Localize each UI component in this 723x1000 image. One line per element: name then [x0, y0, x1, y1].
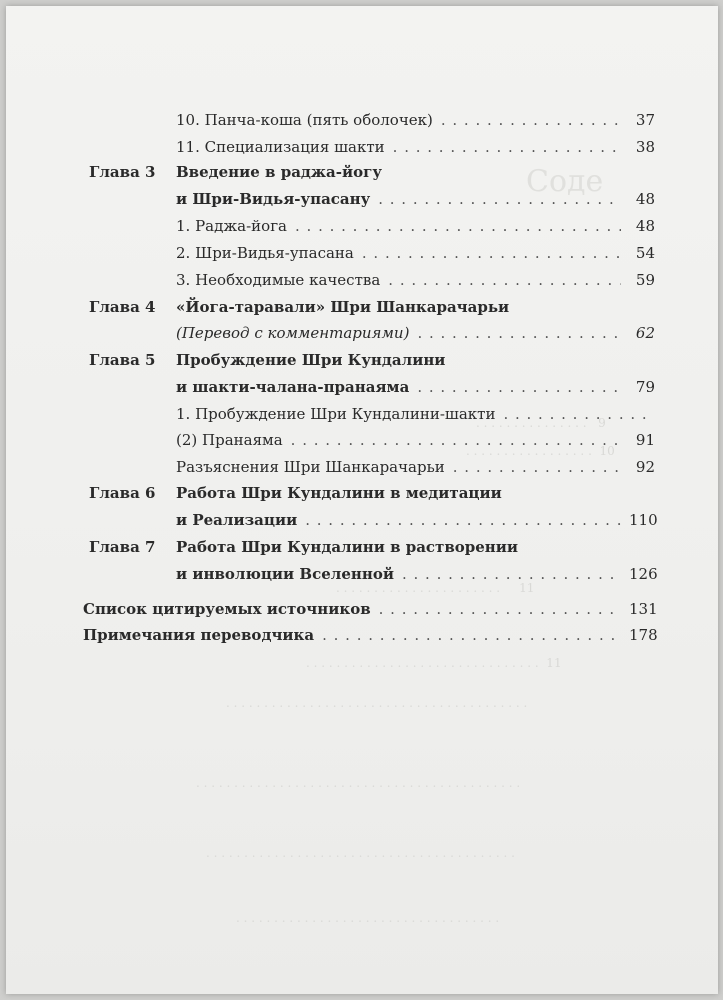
toc-entry-title: и шакти-чалана-пранаяма	[176, 378, 410, 396]
toc-entry-title: 3. Необходимые качества	[176, 271, 381, 289]
toc-row	[6, 214, 718, 238]
toc-entry[interactable]	[176, 508, 658, 532]
toc-entry[interactable]	[176, 562, 658, 586]
bleed-through-text: . . . . . . . . . . . . . . . 9	[476, 416, 606, 430]
toc-page-number: 126	[629, 565, 658, 583]
toc-entry-title: 1. Раджа-йога	[176, 217, 287, 235]
bleed-through-text: . . . . . . . . . . . . . . . . . . . . . . . . . . . . . . . . . . . . . . . .	[226, 696, 528, 710]
toc-entry-title: и Шри-Видья-упасану	[176, 190, 371, 208]
toc-row	[6, 481, 718, 505]
toc-row	[6, 135, 718, 159]
bleed-through-text: . . . . . . . . . . . . . . . . . . . . . . . . . . . . . . . 11	[306, 656, 562, 670]
toc-entry-title: Введение в раджа-йогу	[176, 163, 382, 181]
toc-row	[6, 295, 718, 319]
toc-entry-title: 11. Специализация шакти	[176, 138, 385, 156]
toc-entry-title: и Реализации	[176, 511, 298, 529]
toc-entry[interactable]	[176, 428, 655, 452]
toc-leader-dots	[393, 135, 621, 159]
toc-entry[interactable]	[176, 135, 655, 159]
toc-leader-dots	[453, 455, 621, 479]
toc-entry-title: Пробуждение Шри Кундалини	[176, 351, 446, 369]
toc-page-number: 59	[635, 271, 655, 289]
toc-entry[interactable]	[176, 160, 655, 184]
toc-row	[6, 321, 718, 345]
toc-entry[interactable]	[83, 623, 658, 647]
bleed-through-text: . . . . . . . . . . . . . . . . . 10	[466, 444, 615, 458]
toc-row	[6, 428, 718, 452]
toc-page-number: 92	[635, 458, 655, 476]
table-of-contents	[6, 6, 718, 994]
toc-entry[interactable]	[176, 348, 655, 372]
toc-page-number: 131	[629, 600, 658, 618]
toc-page-number: 178	[629, 626, 658, 644]
toc-entry[interactable]	[176, 214, 655, 238]
toc-entry-title: Работа Шри Кундалини в растворении	[176, 538, 519, 556]
toc-row	[6, 597, 718, 621]
toc-entry-title: Список цитируемых источников	[83, 600, 371, 618]
toc-entry-title: 2. Шри-Видья-упасана	[176, 244, 354, 262]
toc-chapter-label: Глава 7	[89, 538, 156, 556]
toc-entry[interactable]	[176, 295, 655, 319]
toc-page-number: 48	[635, 190, 655, 208]
toc-row	[6, 241, 718, 265]
book-page	[6, 6, 718, 994]
toc-page-number: 110	[629, 511, 658, 529]
bleed-through-text: . . . . . . . . . . . . . . . . . . . . . . . . . . . . . . . . . . . . . . . . .	[206, 846, 515, 860]
toc-page-number: 38	[635, 138, 655, 156]
toc-row	[6, 375, 718, 399]
toc-entry-title: (2) Пранаяма	[176, 431, 283, 449]
toc-chapter-label: Глава 6	[89, 484, 156, 502]
toc-page-number: 91	[635, 431, 655, 449]
bleed-through-text: . . . . . . . . . . . . . . . . . . . . . . . . . . . . . . . . . . . . . . . . . . .	[196, 776, 521, 790]
toc-page-number: 37	[635, 111, 655, 129]
toc-row	[6, 187, 718, 211]
toc-entry[interactable]	[176, 187, 655, 211]
toc-entry[interactable]	[176, 268, 655, 292]
bleed-through-text: . . . . . . . . . . . . . . . . . . . . . . . . . . . . . . . . . . .	[236, 911, 500, 925]
toc-entry[interactable]	[176, 455, 655, 479]
toc-entry-title: Примечания переводчика	[83, 626, 315, 644]
toc-entry-title: 1. Пробуждение Шри Кундалини-шакти	[176, 405, 496, 423]
toc-row	[6, 402, 718, 426]
toc-chapter-label: Глава 4	[89, 298, 156, 316]
toc-chapter-label: Глава 3	[89, 163, 156, 181]
toc-entry[interactable]	[176, 535, 655, 559]
toc-row	[6, 348, 718, 372]
toc-page-number: 62	[635, 324, 655, 342]
toc-leader-dots	[388, 268, 621, 292]
toc-row	[6, 108, 718, 132]
toc-row	[6, 268, 718, 292]
toc-entry[interactable]	[83, 597, 658, 621]
toc-page-number: 54	[635, 244, 655, 262]
bleed-through-text: Соде	[526, 164, 604, 199]
toc-row	[6, 508, 718, 532]
toc-chapter-label: Глава 5	[89, 351, 156, 369]
toc-entry[interactable]	[176, 481, 655, 505]
toc-entry[interactable]	[176, 402, 655, 426]
bleed-through-text: . . . . . . . . . . . . . . . . . . . . . . 11	[336, 581, 535, 595]
toc-leader-dots	[378, 187, 621, 211]
toc-row	[6, 562, 718, 586]
toc-leader-dots	[322, 623, 621, 647]
toc-leader-dots	[362, 241, 621, 265]
toc-row	[6, 455, 718, 479]
toc-row	[6, 535, 718, 559]
toc-entry[interactable]	[176, 321, 655, 345]
toc-leader-dots	[402, 562, 621, 586]
toc-entry-title: Работа Шри Кундалини в медитации	[176, 484, 502, 502]
toc-leader-dots	[305, 508, 621, 532]
toc-leader-dots	[441, 108, 621, 132]
toc-row	[6, 623, 718, 647]
toc-entry[interactable]	[176, 108, 655, 132]
toc-entry-title: и инволюции Вселенной	[176, 565, 394, 583]
toc-leader-dots	[291, 428, 621, 452]
toc-row	[6, 160, 718, 184]
toc-leader-dots	[417, 321, 621, 345]
toc-leader-dots	[503, 402, 647, 426]
toc-entry-title: Разъяснения Шри Шанкарачарьи	[176, 458, 445, 476]
toc-entry-title: 10. Панча-коша (пять оболочек)	[176, 111, 433, 129]
toc-entry[interactable]	[176, 375, 655, 399]
toc-entry[interactable]	[176, 241, 655, 265]
toc-leader-dots	[417, 375, 621, 399]
toc-entry-title: «Йога-таравали» Шри Шанкарачарьи	[176, 298, 510, 316]
toc-leader-dots	[379, 597, 621, 621]
toc-entry-title: (Перевод с комментариями)	[176, 324, 410, 342]
toc-page-number: 79	[635, 378, 655, 396]
toc-leader-dots	[295, 214, 621, 238]
toc-page-number: 48	[635, 217, 655, 235]
